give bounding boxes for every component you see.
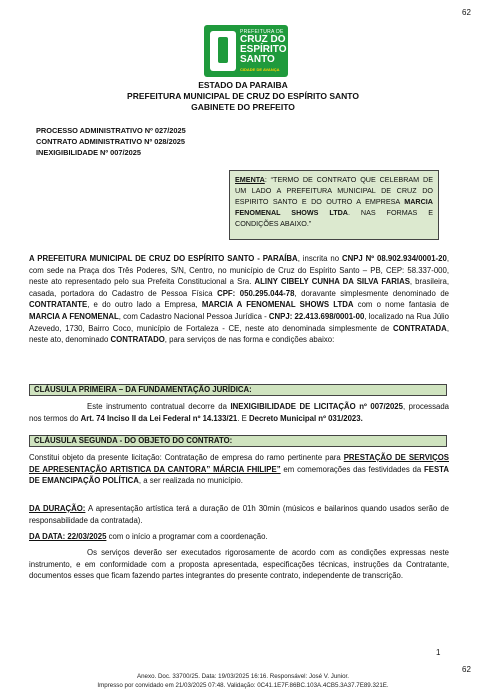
header-state: ESTADO DA PARAIBA (198, 80, 288, 90)
cross-emblem-icon (210, 31, 236, 71)
page-number-top: 62 (462, 8, 471, 17)
ementa-text: : “TERMO DE CONTRATO QUE CELEBRAM DE UM LADO A PREFEITURA MUNICIPAL DE CRUZ DO ESPIRITO SANTO E DO OUTRO A EMPRESA (235, 175, 433, 206)
clause-first-title: CLÁUSULA PRIMEIRA – DA FUNDAMENTAÇÃO JURÍDICA: (29, 384, 447, 396)
ementa-label: EMENTA (235, 175, 265, 184)
ementa-text-end: . NAS FORMAS E CONDIÇÕES ABAIXO.” (235, 208, 434, 228)
ementa-company: MARCIA FENOMENAL SHOWS LTDA (235, 197, 433, 217)
page-number-bottom: 62 (462, 665, 471, 674)
logo-slogan: CIDADE DE AVANÇA (240, 67, 280, 72)
duration-paragraph: DA DURAÇÃO: A apresentação artística terá a duração de 01h 30min (músicos e bailarinos quando usados serão de responsabilidade da contratada). (29, 504, 449, 525)
logo-prefix: PREFEITURA DE (240, 29, 284, 35)
date-paragraph: DA DATA: 22/03/2025 com o início a programar com a coordenação. (29, 532, 268, 541)
inexigibility-number: INEXIGIBILIDADE Nº 007/2025 (36, 148, 141, 157)
process-number: PROCESSO ADMINISTRATIVO Nº 027/2025 (36, 126, 186, 135)
contract-number: CONTRATO ADMINISTRATIVO Nº 028/2025 (36, 137, 186, 146)
municipality-logo (204, 25, 288, 77)
footer-annex: Anexo. Doc. 33700/25. Data: 19/03/2025 16:16. Responsável: José V. Junior. (136, 673, 349, 680)
ementa-box (229, 170, 439, 240)
logo-name: CRUZ DO ESPÍRITO SANTO (240, 34, 287, 65)
footer-page-number: 1 (436, 648, 441, 657)
footer-validation: Impresso por convidado em 21/03/2025 07:48. Validação: 0C41.1E7F.86BC.103A.4CB5.3A37.7E89.321E. (97, 682, 389, 689)
clause-second-text: Constitui objeto da presente licitação: Contratação de empresa do ramo pertinente para PRESTAÇÃO DE SERVIÇOS DE APRESENTAÇÃO ARTISTICA DA CANTORA” MÁRCIA FHILIPE” em comemorações das festividades da FESTA DE EMANCIPAÇÃO POLÍTICA, a ser realizada no município. (29, 453, 449, 486)
services-paragraph: Os serviços deverão ser executados rigorosamente de acordo com as condições expressas neste instrumento, e em conformidade com a proposta apresentada, especificações técnicas, instruções da Contratante, documentos esses que ficam fazendo partes integrantes do presente contrato, independente de transcrição. (29, 548, 449, 581)
clause-second-title: CLÁUSULA SEGUNDA - DO OBJETO DO CONTRATO: (29, 435, 447, 447)
intro-paragraph: A PREFEITURA MUNICIPAL DE CRUZ DO ESPÍRITO SANTO - PARAÍBA, inscrita no CNPJ Nº 08.902.934/0001-20, com sede na Praça dos Três Poderes, S/N, Centro, no município de Cruz do Espírito Santo – PB, CEP: 58.337-000, neste ato representado pelo sua Prefeita Constitucional a Sra. ALINY CIBELY CUNHA DA SILVA FARIAS, brasileira, casada, portadora do Cadastro de Pessoa Física CPF: 050.295.044-78, doravante simplesmente denominado de CONTRATANTE, e do outro lado a Empresa, MARCIA A FENOMENAL SHOWS LTDA com o nome fantasia de MARCIA A FENOMENAL, com Cadastro Nacional Pessoa Jurídica - CNPJ: 22.413.698/0001-00, localizado na Rua Júlio Azevedo, 1730, Bairro Coco, município de Fortaleza - CE, neste ato denominada simplesmente de CONTRATADA, neste ato, denominado CONTRATADO, para serviços de nas forma e condições abaixo: (29, 254, 450, 345)
header-prefeitura: PREFEITURA MUNICIPAL DE CRUZ DO ESPÍRITO SANTO (127, 91, 359, 101)
clause-first-text: Este instrumento contratual decorre da INEXIGIBILIDADE DE LICITAÇÃO nº 007/2025, processada nos termos do Art. 74 Inciso II da Lei Federal nº 14.133/21. E Decreto Municipal nº 031/2023. (29, 402, 449, 423)
header-gabinete: GABINETE DO PREFEITO (191, 102, 295, 112)
